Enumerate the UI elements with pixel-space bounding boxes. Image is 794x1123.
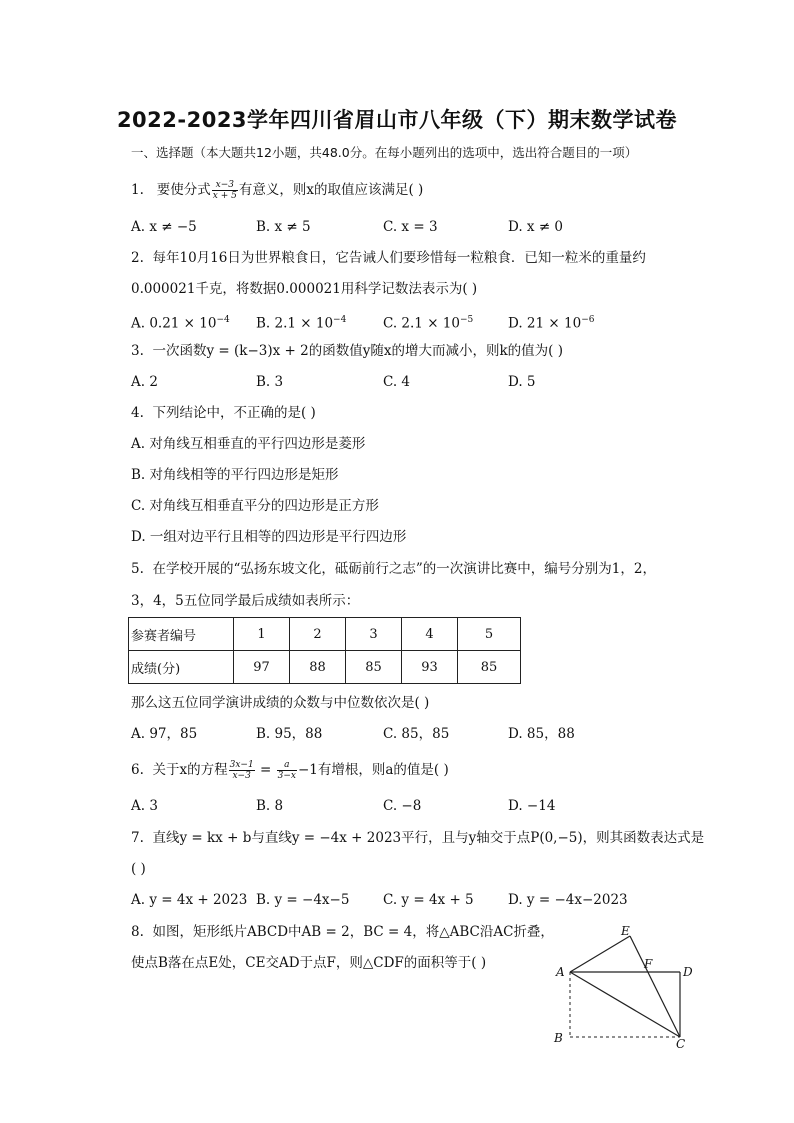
question-number: 4.	[131, 405, 144, 421]
fraction-denominator: 3−x	[277, 771, 296, 781]
label-a: A	[556, 965, 565, 979]
option-a: A. y = 4x + 2023	[131, 892, 248, 908]
question-text: 在学校开展的“弘扬东坡文化，砥砺前行之志”的一次演讲比赛中，编号分别为1，2，	[152, 561, 656, 577]
question-number: 6.	[131, 762, 144, 778]
option-a: A. 3	[131, 798, 158, 814]
question-5-line2: 3，4，5五位同学最后成绩如表所示：	[131, 593, 360, 609]
question-text: 每年10月16日为世界粮食日，它告诫人们要珍惜每一粒粮食．已知一粒米的重量约	[152, 250, 646, 266]
exponent: −6	[581, 315, 595, 325]
fraction-numerator: x−3	[212, 180, 238, 191]
question-8	[131, 923, 554, 941]
option-c: C. −8	[383, 798, 422, 814]
question-5	[131, 560, 656, 578]
option-a: A. 2	[131, 374, 158, 390]
label-e: E	[621, 924, 630, 938]
question-number: 2.	[131, 250, 144, 266]
exponent: −4	[216, 315, 230, 325]
table-cell: 85	[458, 651, 521, 684]
option-d: D. x ≠ 0	[508, 219, 564, 235]
option-b: B. 8	[256, 798, 284, 814]
table-cell: 85	[346, 651, 402, 684]
option-text: C. 2.1 × 10	[383, 315, 460, 332]
exponent: −4	[333, 315, 347, 325]
table-cell: 88	[290, 651, 346, 684]
option-a: A. x ≠ −5	[131, 219, 197, 235]
question-3	[131, 342, 563, 360]
option-d: D. 85，88	[508, 726, 575, 742]
question-5-followup: 那么这五位同学演讲成绩的众数与中位数依次是( )	[131, 695, 430, 711]
option-text: B. 2.1 × 10	[256, 315, 334, 332]
question-2-line2: 0.000021千克，将数据0.000021用科学记数法表示为( )	[131, 281, 478, 297]
geometry-figure	[548, 924, 698, 1049]
question-text: 直线y = kx + b与直线y = −4x + 2023平行，且与y轴交于点P(0,−5)，则其函数表达式是	[152, 830, 705, 846]
question-number: 1.	[131, 182, 144, 198]
fraction-numerator: a	[277, 760, 297, 771]
label-c: C	[676, 1037, 686, 1049]
question-text: 有意义，则x的取值应该满足( )	[238, 182, 424, 198]
option-b: B. 对角线相等的平行四边形是矩形	[131, 467, 339, 483]
option-b	[256, 311, 346, 333]
option-d: D. 5	[508, 374, 536, 390]
option-text: D. 21 × 10	[508, 315, 582, 332]
question-7	[131, 829, 704, 847]
question-text: 下列结论中，不正确的是( )	[152, 405, 316, 421]
question-8-line2: 使点B落在点E处，CE交AD于点F，则△CDF的面积等于( )	[131, 955, 487, 971]
option-b: B. 95，88	[256, 726, 323, 742]
option-a: A. 对角线互相垂直的平行四边形是菱形	[131, 436, 366, 452]
option-c	[383, 311, 473, 333]
question-text: 要使分式	[156, 182, 211, 198]
table-row	[129, 618, 521, 651]
question-number: 8.	[131, 924, 144, 940]
option-d: D. 一组对边平行且相等的四边形是平行四边形	[131, 529, 407, 545]
table-cell: 5	[458, 618, 521, 651]
table-cell: 97	[234, 651, 290, 684]
table-cell: 3	[346, 618, 402, 651]
option-b: B. 3	[256, 374, 284, 390]
score-table	[128, 617, 521, 684]
option-d	[508, 311, 594, 333]
option-c: C. y = 4x + 5	[383, 892, 474, 908]
fraction-denominator: x−3	[232, 771, 251, 781]
question-number: 3.	[131, 343, 144, 359]
question-text: −1有增根，则a的值是( )	[297, 762, 449, 778]
question-1	[131, 180, 423, 201]
page-title: 2022-2023学年四川省眉山市八年级（下）期末数学试卷	[116, 108, 678, 132]
question-2	[131, 249, 646, 267]
question-text: 一次函数y = (k−3)x + 2的函数值y随x的增大而减小，则k的值为( )	[152, 343, 563, 359]
label-b: B	[554, 1031, 563, 1045]
label-d: D	[683, 965, 693, 979]
option-b: B. x ≠ 5	[256, 219, 311, 235]
table-cell: 93	[402, 651, 458, 684]
option-c: C. 85，85	[383, 726, 450, 742]
option-c: C. x = 3	[383, 219, 438, 235]
section-heading: 一、选择题（本大题共12小题，共48.0分。在每小题列出的选项中，选出符合题目的一项）	[131, 145, 638, 160]
equals-sign: =	[255, 762, 276, 778]
fraction	[229, 760, 255, 781]
question-6	[131, 760, 449, 781]
question-7-line2: ( )	[131, 861, 146, 877]
option-d: D. −14	[508, 798, 556, 814]
question-text: 关于x的方程	[152, 762, 228, 778]
table-cell: 2	[290, 618, 346, 651]
table-cell: 4	[402, 618, 458, 651]
table-row	[129, 651, 521, 684]
option-a: A. 97，85	[131, 726, 198, 742]
option-c: C. 对角线互相垂直平分的四边形是正方形	[131, 498, 379, 514]
question-4	[131, 404, 316, 422]
option-d: D. y = −4x−2023	[508, 892, 628, 908]
fraction	[212, 180, 238, 201]
option-text: A. 0.21 × 10	[131, 315, 217, 332]
option-c: C. 4	[383, 374, 411, 390]
segment-ae	[570, 936, 630, 972]
fraction-numerator: 3x−1	[229, 760, 254, 770]
question-number: 7.	[131, 830, 144, 846]
fraction	[277, 760, 297, 781]
table-header-cell: 参赛者编号	[129, 618, 234, 651]
option-b: B. y = −4x−5	[256, 892, 350, 908]
exponent: −5	[459, 315, 474, 325]
table-header-cell: 成绩(分)	[129, 651, 234, 684]
label-f: F	[644, 957, 653, 971]
option-a	[131, 311, 230, 333]
table-cell: 1	[234, 618, 290, 651]
fraction-denominator: x + 5	[212, 191, 237, 201]
question-number: 5.	[131, 561, 144, 577]
question-text: 如图，矩形纸片ABCD中AB = 2，BC = 4，将△ABC沿AC折叠，	[152, 924, 554, 940]
